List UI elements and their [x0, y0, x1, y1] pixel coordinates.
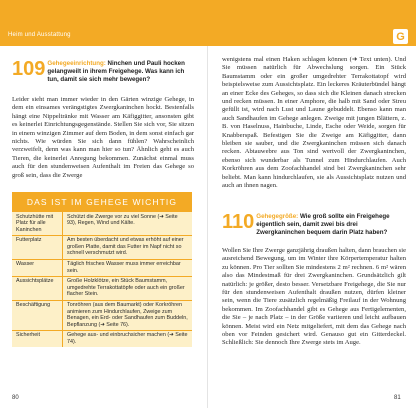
- left-body-text: [12, 96, 194, 180]
- right-body-text-bottom: [222, 247, 406, 348]
- right-body-text-top: [222, 56, 406, 191]
- running-head: Heim und Ausstattung: [8, 32, 71, 38]
- table-key: Beschäftigung: [12, 301, 63, 330]
- table-row: [12, 301, 192, 331]
- chapter-tab: [393, 29, 408, 44]
- header-bar: [0, 0, 416, 46]
- table-row: [12, 236, 192, 260]
- page-gutter: [207, 46, 208, 408]
- table-value: Tonröhren (aus dem Baumarkt) oder Korkröhren animieren zum Hindurchlaufen, Zweige zum Benagen, ein Erd- oder Sandhaufen zum Buddeln, Bepflanzung (➜ Seite 76).: [67, 302, 188, 328]
- table-row: [12, 212, 192, 236]
- table-key: Futterplatz: [12, 236, 63, 259]
- table-row: [12, 277, 192, 301]
- table-row: [12, 331, 192, 347]
- table-key: Schutzhütte mit Platz für alle Kaninchen: [12, 212, 63, 235]
- table-key: Aussichtsplätze: [12, 277, 63, 300]
- question-body: Wie groß sollte ein Freigehege eigentlich sein, damit zwei bis drei Zwergkaninchen bequem darin Platz haben?: [256, 213, 390, 236]
- table-key: Sicherheit: [12, 331, 63, 347]
- question-category: Gehegeeinrichtung:: [47, 60, 106, 67]
- table-value: Täglich frisches Wasser muss immer erreichbar sein.: [67, 261, 181, 274]
- table-title: DAS IST IM GEHEGE WICHTIG: [12, 192, 192, 212]
- page-number-left: 80: [12, 395, 19, 401]
- question-text: [256, 213, 406, 237]
- table-value: Große Holzklötze, ein Stück Baumstamm, umgedrehte Terrakottatöpfe oder auch ein großer flacher Stein.: [67, 278, 185, 298]
- question-110: [222, 213, 406, 237]
- chapter-tab-letter: G: [396, 30, 405, 43]
- right-paragraph-top: wenigstens mal einen Haken schlagen können (➜ Text unten). Und Sie müssen natürlich für Abwechslung sorgen. Ein Stück Baumstamm oder ein großer umgedrehter Terrakottatopf wird beispielsweise zum Aussichtsplatz. Ein leckeres Kräuterbündel hängt an einer Ecke des Geheges, so dass sich die Kleinen danach strecken und recken müssen. In einer Amphore, die halb mit Sand oder Streu gefüllt ist, wird nach Lust und Laune gebuddelt. Ebenso kann man auch Sandhaufen im Gehege anlegen. Zweige mit jungen Blättern, z. B. von Haselnuss, Hainbuche, Linde, Esche oder Weide, sorgen für Knabberspaß. Befestigen Sie die Zweige am Käfiggitter, dann bleiben sie sauber, und die Zwergkaninchen müssen sich danach recken. Abtauwebre aus Ton sind wertvoll der Zwergkaninchen, ebenso sich wunderbar als Tunnel zum Hindurchlaufen. Auch Korkröhren aus dem Zoofachhandel sind bei Zwergkaninchen sehr beliebt. Man kann hindurchlaufen, sie als Aussichtsplatz nutzen und auch an ihnen nagen.: [222, 56, 406, 190]
- info-table: [12, 192, 192, 347]
- question-text: [47, 60, 194, 84]
- question-number: 110: [222, 211, 255, 233]
- left-paragraph: Leider sieht man immer wieder in den Gärten winzige Gehege, in dem ein einsames verängstigtes Zwergkaninchen hockt. Bestenfalls hängt eine Nippeltränke mit Wasser am Käfiggitter, ansonsten gibt es keinerlei Einrichtungsgegenstände. Stellen Sie sich vor, Sie sitzen in einem winzigen Zimmer auf dem Boden, in dem sonst einfach gar nichts. Wie würden Sie sich dann fühlen? Wahrscheinlich verzweifelt, denn was kann man hier so tun? Ähnlich geht es auch Tieren, die keinerlei Anregung bekommen. Zunächst einmal muss auch für den stundenweisen Aufenthalt im Freien das Gehege so groß sein, dass die Zwerge: [12, 96, 194, 179]
- table-row: [12, 260, 192, 277]
- question-109: [12, 60, 194, 84]
- table-key: Wasser: [12, 260, 63, 276]
- question-body: Ninchen und Pauli hocken gelangweilt in ihrem Freigehege. Was kann ich tun, damit sie sich mehr bewegen?: [47, 60, 185, 83]
- table-value: Schützt die Zwerge vor zu viel Sonne (➜ Seite 93), Regen, Wind und Kälte.: [67, 213, 178, 227]
- table-value: Gehege aus- und einbruchsicher machen (➜ Seite 74).: [67, 332, 188, 345]
- right-paragraph-bottom: Wollen Sie Ihre Zwerge ganzjährig draußen halten, dann brauchen sie ausreichend Bewegung, um im Winter ihre Körpertemperatur halten zu können. Pro Tier sollten Sie mindestens 2 m² rechnen. 6 m² wären also das Mindestmaß für drei Zwergkaninchen. Grundsätzlich gilt natürlich: je größer, desto besser. Versetzbare Freigehege, die Sie nur für den stundenweisen Aufenthalt draußen nutzen, dürfen kleiner sein, wenn die Tiere zusätzlich regelmäßig Freilauf in der Wohnung bekommen. Im Zoofachhandel gibt es Gehege aus Fertigelementen, die Sie – je nach Platz – in der Größe variieren und leicht aufbauen können. Meist wird ein Netz mitgeliefert, mit dem das Gehege nach oben vor Feinden gesichert wird. Genauso gut ein Gitterdeckel. Schließlich: Sie dennoch Ihre Zwerge stets im Auge.: [222, 247, 406, 347]
- table-value: Am besten überdacht und etwas erhöht auf einer großen Platte, damit das Futter im Napf nicht so schnell verschmutzt wird.: [67, 237, 184, 257]
- question-number: 109: [12, 58, 46, 80]
- question-category: Gehegegröße:: [256, 213, 299, 220]
- page-number-right: 81: [394, 395, 401, 401]
